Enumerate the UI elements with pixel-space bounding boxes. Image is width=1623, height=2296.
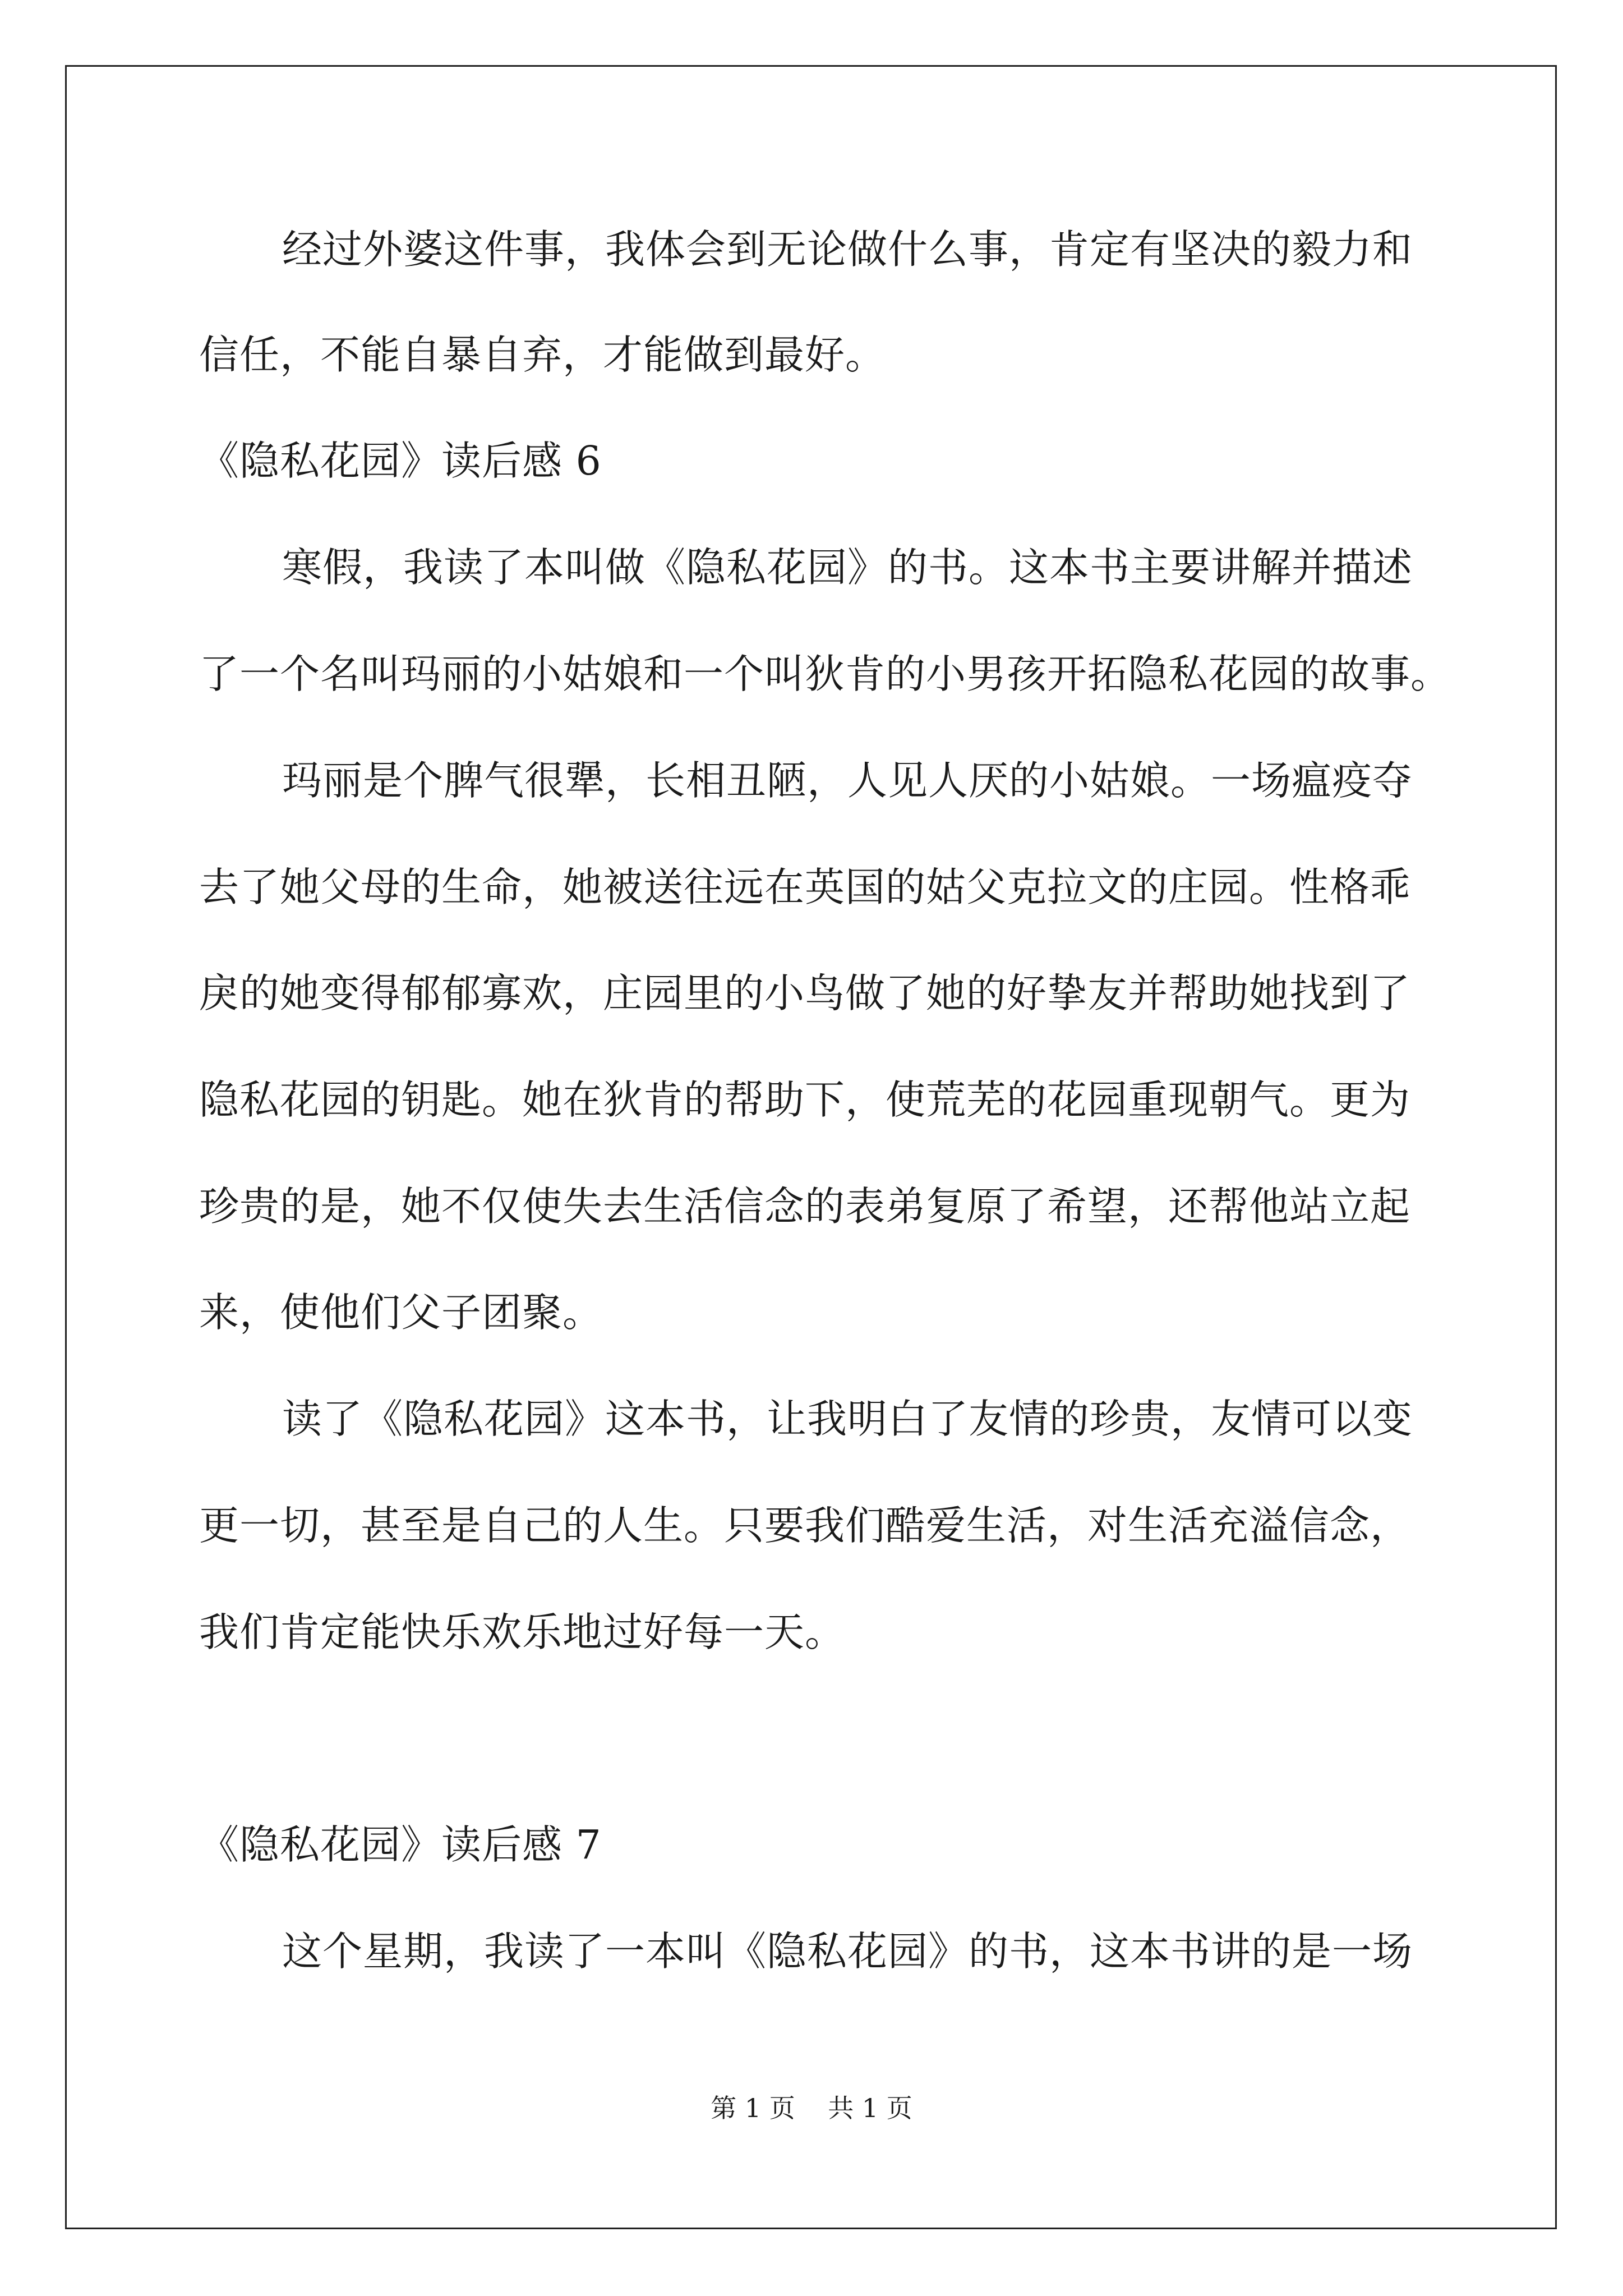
paragraph-line: 寒假，我读了本叫做《隐私花园》的书。这本书主要讲解并描述 xyxy=(282,544,1413,591)
paragraph-line: 珍贵的是，她不仅使失去生活信念的表弟复原了希望，还帮他站立起 xyxy=(199,1183,1411,1230)
paragraph-line: 这个星期，我读了一本叫《隐私花园》的书，这本书讲的是一场 xyxy=(282,1928,1413,1975)
paragraph-line: 我们肯定能快乐欢乐地过好每一天。 xyxy=(199,1609,846,1655)
paragraph-line: 去了她父母的生命，她被送往远在英国的姑父克拉文的庄园。性格乖 xyxy=(199,864,1411,910)
paragraph-line: 了一个名叫玛丽的小姑娘和一个叫狄肯的小男孩开拓隐私花园的故事。 xyxy=(199,651,1451,697)
section-heading: 《隐私花园》读后感 6 xyxy=(199,438,602,484)
page-footer: 第 1 页 共 1 页 xyxy=(711,2093,912,2123)
page-border xyxy=(65,65,1557,2229)
paragraph-line: 更一切，甚至是自己的人生。只要我们酷爱生活，对生活充溢信念， xyxy=(199,1502,1411,1549)
section-heading: 《隐私花园》读后感 7 xyxy=(199,1821,602,1868)
paragraph-line: 来，使他们父子团聚。 xyxy=(199,1289,603,1336)
paragraph-line: 隐私花园的钥匙。她在狄肯的帮助下，使荒芜的花园重现朝气。更为 xyxy=(199,1076,1411,1123)
paragraph-line: 读了《隐私花园》这本书，让我明白了友情的珍贵，友情可以变 xyxy=(282,1396,1413,1442)
paragraph-line: 经过外婆这件事，我体会到无论做什么事，肯定有坚决的毅力和 xyxy=(282,226,1413,273)
paragraph-line: 戾的她变得郁郁寡欢，庄园里的小鸟做了她的好挚友并帮助她找到了 xyxy=(199,970,1411,1016)
paragraph-line: 玛丽是个脾气很犟，长相丑陋，人见人厌的小姑娘。一场瘟疫夺 xyxy=(282,757,1413,804)
paragraph-line: 信任，不能自暴自弃，才能做到最好。 xyxy=(199,332,886,378)
